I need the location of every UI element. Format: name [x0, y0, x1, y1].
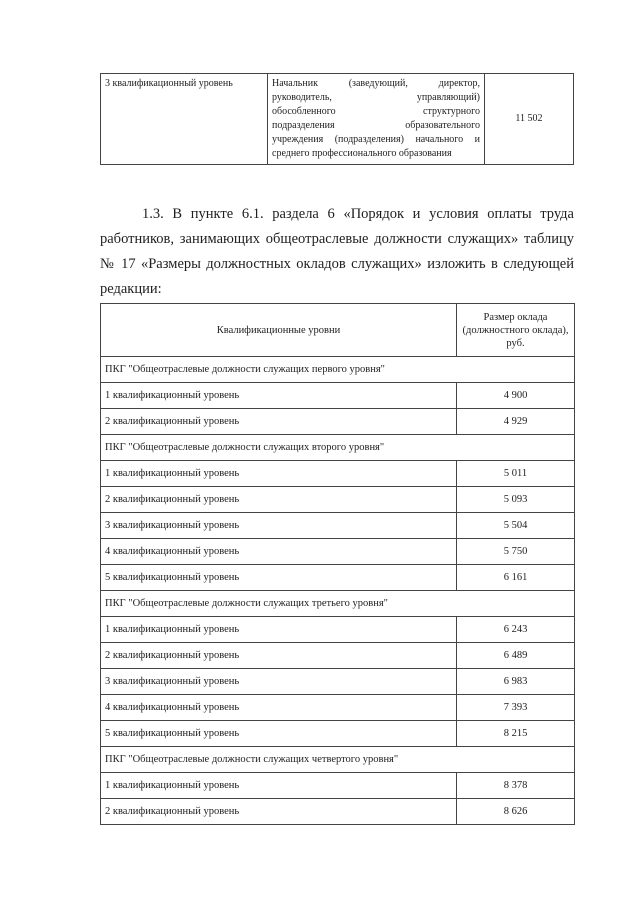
table-row	[101, 565, 575, 591]
qualification-level-cell: 4 квалификационный уровень	[101, 539, 457, 565]
header-qualification-levels: Квалификационные уровни	[101, 304, 457, 357]
qualification-level-cell: 1 квалификационный уровень	[101, 773, 457, 799]
qualification-level-cell: 5 квалификационный уровень	[101, 721, 457, 747]
salary-cell: 6 243	[457, 617, 575, 643]
position-line: Начальник (заведующий, директор,	[272, 78, 480, 89]
group-title: ПКГ "Общеотраслевые должности служащих четвертого уровня"	[101, 747, 575, 773]
table-row	[101, 383, 575, 409]
qualification-level-cell: 1 квалификационный уровень	[101, 383, 457, 409]
salary-cell: 5 011	[457, 461, 575, 487]
salary-cell: 5 750	[457, 539, 575, 565]
table-row	[101, 643, 575, 669]
salary-cell: 4 929	[457, 409, 575, 435]
salary-cell: 11 502	[485, 74, 574, 165]
table-row	[101, 799, 575, 825]
group-row	[101, 591, 575, 617]
position-line: руководитель, управляющий)	[272, 92, 480, 103]
salary-cell: 4 900	[457, 383, 575, 409]
table-row	[101, 74, 574, 165]
table-row	[101, 617, 575, 643]
salary-cell: 7 393	[457, 695, 575, 721]
qualification-level-cell: 2 квалификационный уровень	[101, 643, 457, 669]
salary-cell: 8 626	[457, 799, 575, 825]
position-line: обособленного структурного	[272, 106, 480, 117]
salary-cell: 8 215	[457, 721, 575, 747]
table-row	[101, 487, 575, 513]
qualification-level-cell: 4 квалификационный уровень	[101, 695, 457, 721]
qualification-level-cell: 2 квалификационный уровень	[101, 799, 457, 825]
salary-table-body	[101, 357, 575, 825]
position-line: подразделения образовательного	[272, 120, 480, 131]
qualification-level-cell: 5 квалификационный уровень	[101, 565, 457, 591]
qualification-level-cell: 3 квалификационный уровень	[101, 74, 268, 165]
table-row	[101, 539, 575, 565]
amendment-paragraph: 1.3. В пункте 6.1. раздела 6 «Порядок и условия оплаты труда работников, занимающих общеотраслевые должности служащих» таблицу № 17 «Размеры должностных окладов служащих» изложить в следующей редакции:	[100, 206, 574, 297]
group-row	[101, 357, 575, 383]
qualification-level-cell: 3 квалификационный уровень	[101, 513, 457, 539]
continuation-table	[100, 73, 574, 165]
position-cell	[268, 74, 485, 165]
group-row	[101, 435, 575, 461]
group-title: ПКГ "Общеотраслевые должности служащих второго уровня"	[101, 435, 575, 461]
salary-cell: 5 504	[457, 513, 575, 539]
salary-cell: 8 378	[457, 773, 575, 799]
qualification-level-cell: 3 квалификационный уровень	[101, 669, 457, 695]
table-row	[101, 773, 575, 799]
salary-table	[100, 303, 575, 825]
table-row	[101, 695, 575, 721]
salary-cell: 5 093	[457, 487, 575, 513]
header-salary-size: Размер оклада (должностного оклада), руб.	[457, 304, 575, 357]
table-row	[101, 513, 575, 539]
table-row	[101, 409, 575, 435]
group-title: ПКГ "Общеотраслевые должности служащих третьего уровня"	[101, 591, 575, 617]
salary-cell: 6 161	[457, 565, 575, 591]
qualification-level-cell: 2 квалификационный уровень	[101, 409, 457, 435]
salary-cell: 6 983	[457, 669, 575, 695]
group-title: ПКГ "Общеотраслевые должности служащих первого уровня"	[101, 357, 575, 383]
group-row	[101, 747, 575, 773]
table-header-row	[101, 304, 575, 357]
table-row	[101, 721, 575, 747]
qualification-level-cell: 1 квалификационный уровень	[101, 461, 457, 487]
qualification-level-cell: 2 квалификационный уровень	[101, 487, 457, 513]
table-row	[101, 461, 575, 487]
position-line: среднего профессионального образования	[272, 148, 452, 159]
salary-cell: 6 489	[457, 643, 575, 669]
qualification-level-cell: 1 квалификационный уровень	[101, 617, 457, 643]
position-line: учреждения (подразделения) начального и	[272, 134, 480, 145]
table-row	[101, 669, 575, 695]
